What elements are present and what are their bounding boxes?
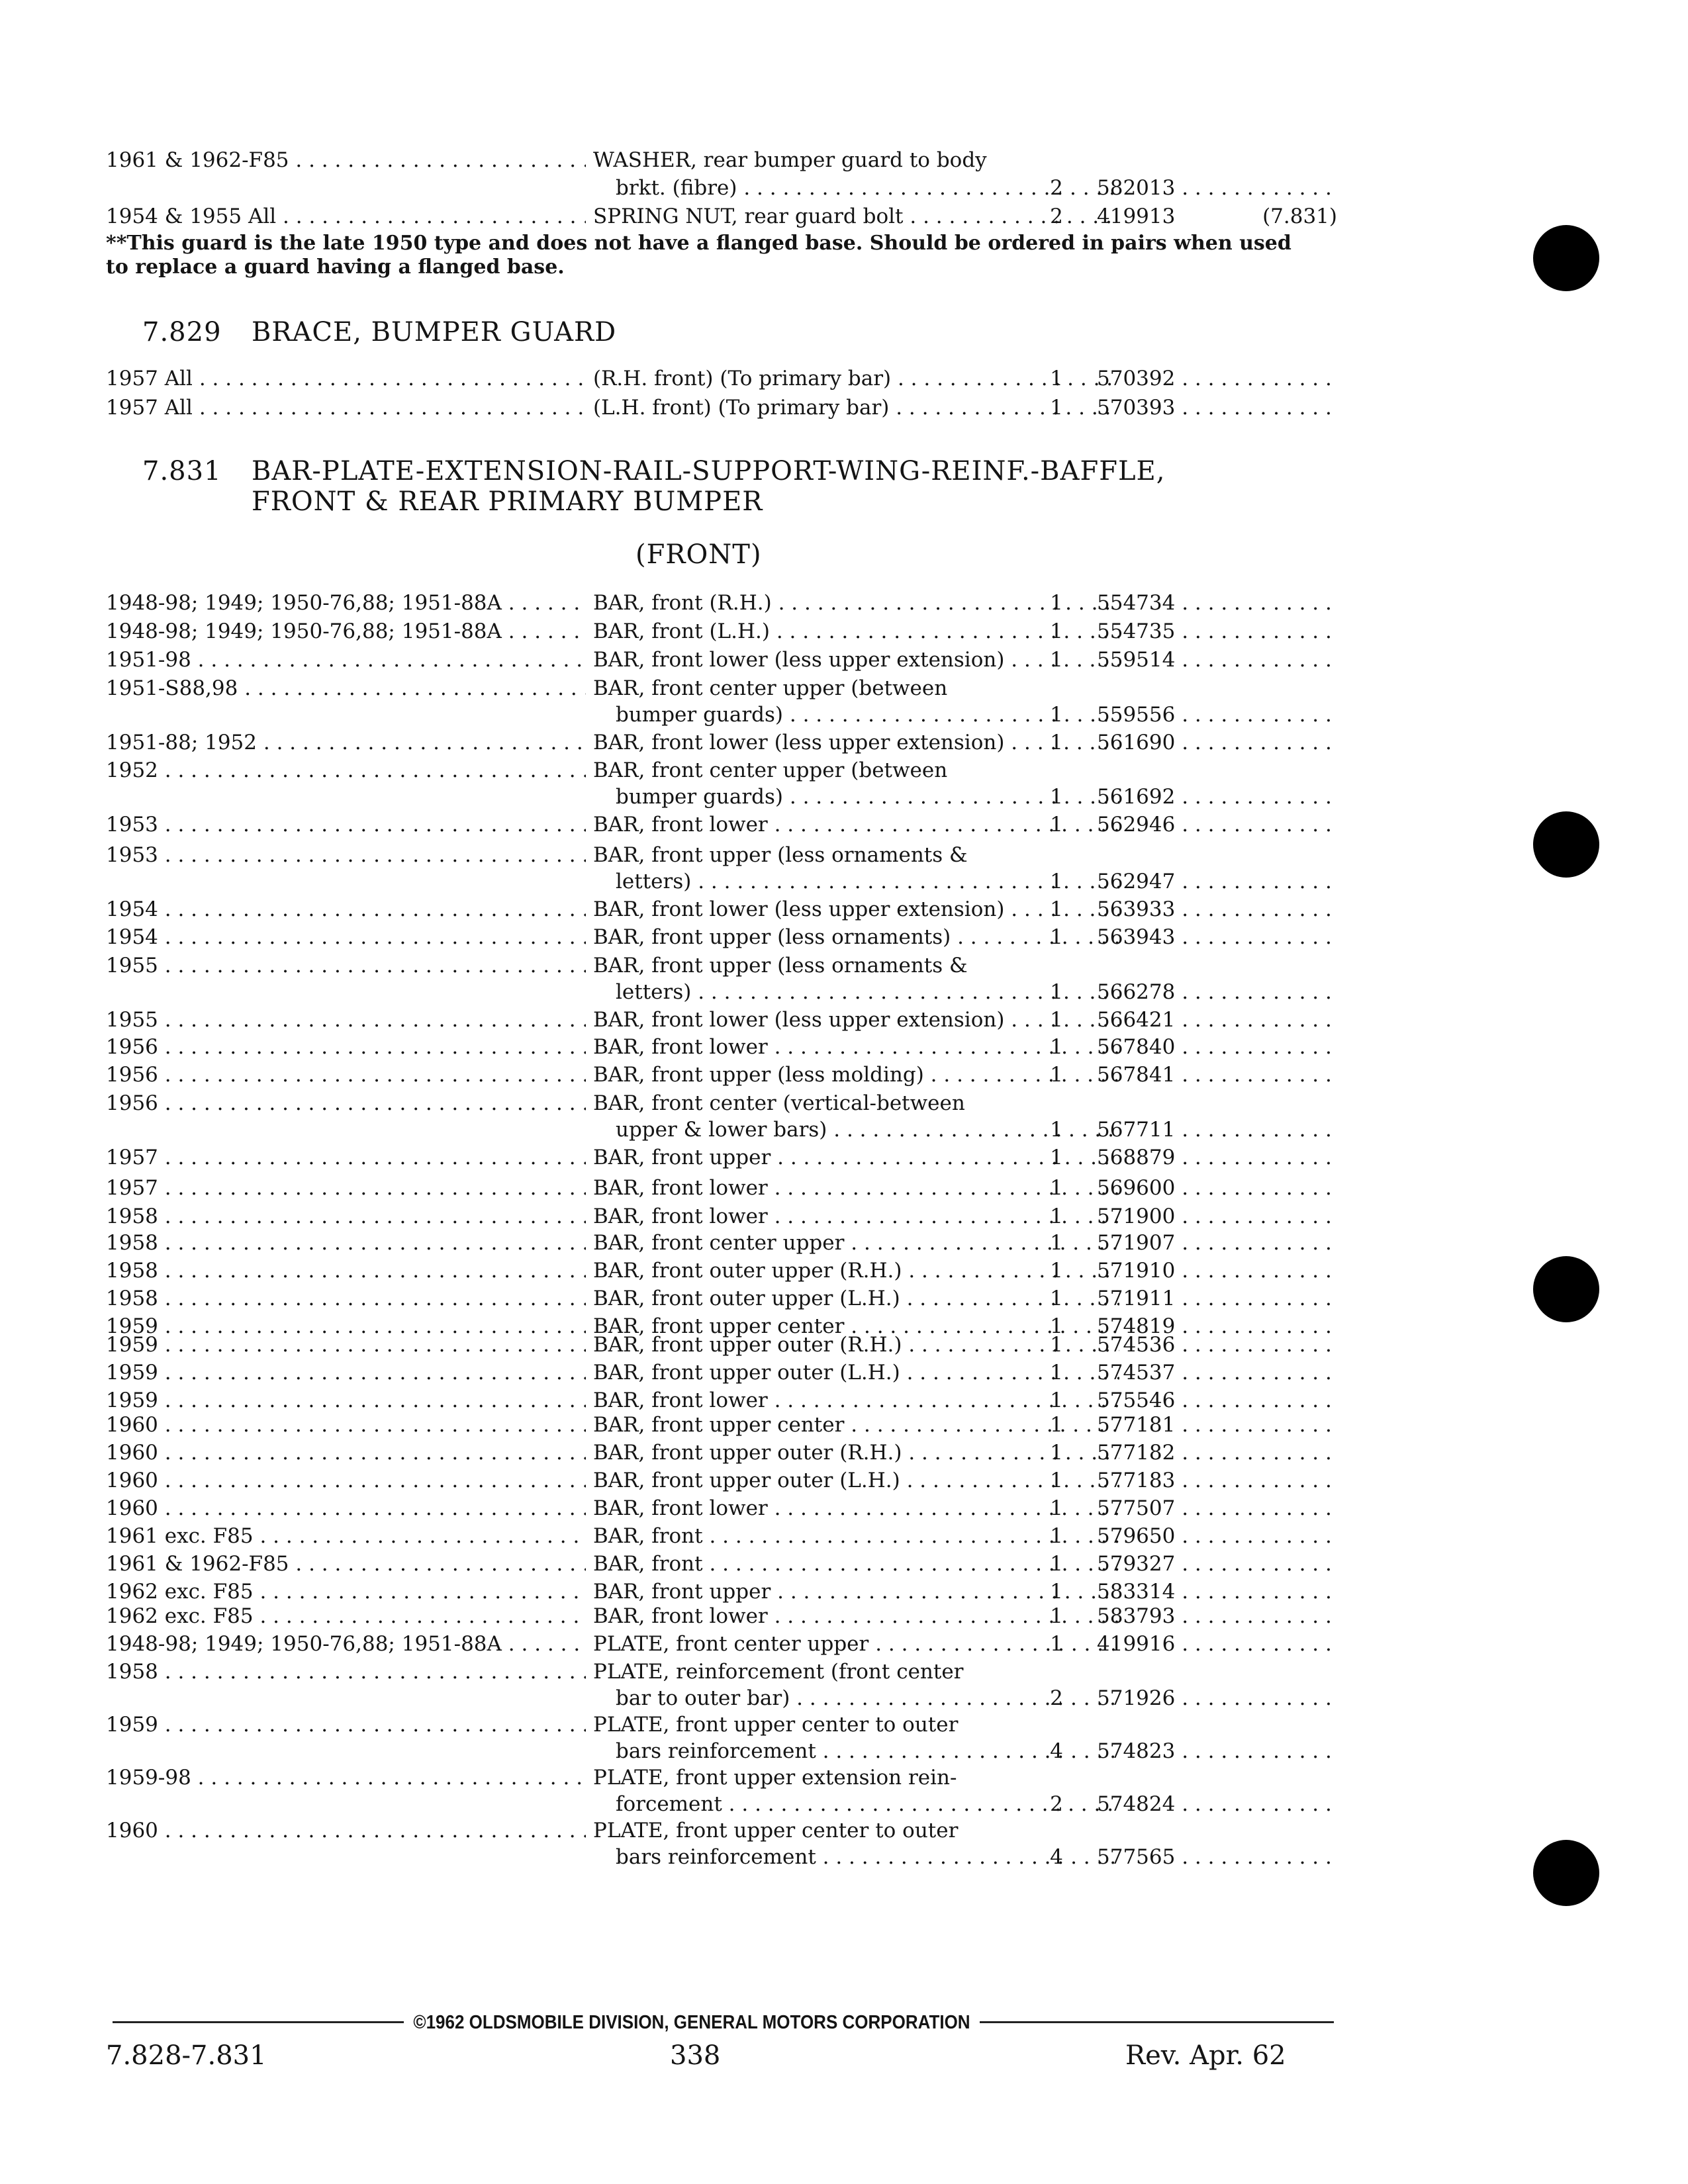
part-description: BAR, front lower . . . bbox=[593, 811, 1119, 838]
front-subheading: (FRONT) bbox=[635, 539, 762, 570]
quantity: 1 bbox=[1050, 1259, 1063, 1283]
part-description: BAR, front lower . . . bbox=[593, 1603, 1119, 1629]
part-number: 574824 . . . bbox=[1097, 1791, 1337, 1817]
quantity: 1 bbox=[1050, 785, 1063, 809]
copyright-notice: ©1962 OLDSMOBILE DIVISION, GENERAL MOTORS CORPORATION bbox=[404, 2011, 980, 2033]
quantity: 1 bbox=[1050, 1146, 1063, 1169]
table-row bbox=[106, 175, 1337, 204]
part-number: 577565 . . . bbox=[1097, 1844, 1337, 1870]
model-years: 1952 . . . bbox=[106, 757, 586, 784]
footnote-line-2: to replace a guard having a flanged base. bbox=[106, 255, 565, 279]
table-row bbox=[106, 1090, 1337, 1119]
quantity: 1 bbox=[1050, 1496, 1063, 1520]
table-row bbox=[106, 1659, 1337, 1688]
table-row bbox=[106, 1603, 1337, 1632]
part-description: BAR, front upper outer (R.H.) . . . bbox=[593, 1439, 1119, 1466]
part-number: 561692 . . . bbox=[1097, 784, 1337, 810]
part-description: BAR, front center upper (between bbox=[593, 676, 948, 700]
table-row bbox=[106, 1439, 1337, 1469]
part-number: 579327 . . . bbox=[1097, 1551, 1337, 1577]
table-row bbox=[106, 1631, 1337, 1660]
model-years: 1961 & 1962-F85 . . . bbox=[106, 1551, 586, 1577]
table-row bbox=[106, 868, 1337, 897]
table-row bbox=[106, 842, 1337, 871]
quantity: 2 bbox=[1050, 205, 1063, 228]
table-row bbox=[106, 675, 1337, 704]
model-years: 1953 . . . bbox=[106, 811, 586, 838]
quantity: 1 bbox=[1050, 1333, 1063, 1357]
part-number: 574537 . . . bbox=[1097, 1359, 1337, 1386]
section-title-7831-line-1: BAR-PLATE-EXTENSION-RAIL-SUPPORT-WING-REINF.-BAFFLE, bbox=[252, 456, 1166, 486]
quantity: 4 bbox=[1050, 1739, 1063, 1763]
table-row bbox=[106, 924, 1337, 953]
part-description: BAR, front upper outer (L.H.) . . . bbox=[593, 1359, 1119, 1386]
table-row bbox=[106, 1062, 1337, 1091]
part-number: 562946 . . . bbox=[1097, 811, 1337, 838]
model-years: 1957 . . . bbox=[106, 1175, 586, 1201]
part-description: bumper guards) . . . bbox=[616, 702, 1119, 728]
part-number: 559556 . . . bbox=[1097, 702, 1337, 728]
part-number: 559514 . . . bbox=[1097, 647, 1337, 673]
part-description: (L.H. front) (To primary bar) . . . bbox=[593, 394, 1119, 421]
quantity: 1 bbox=[1050, 1287, 1063, 1310]
table-row bbox=[106, 729, 1337, 758]
quantity: 1 bbox=[1050, 1469, 1063, 1492]
part-number: 570393 . . . bbox=[1097, 394, 1337, 421]
quantity: 1 bbox=[1050, 1580, 1063, 1604]
quantity: 1 bbox=[1050, 1413, 1063, 1437]
part-number: 571900 . . . bbox=[1097, 1203, 1337, 1230]
punch-hole bbox=[1533, 811, 1599, 878]
part-number: 571907 . . . bbox=[1097, 1230, 1337, 1256]
table-row bbox=[106, 365, 1337, 394]
part-description: PLATE, front upper center to outer bbox=[593, 1713, 959, 1737]
table-row bbox=[106, 1764, 1337, 1794]
part-description: BAR, front center upper (between bbox=[593, 758, 948, 782]
model-years: 1956 . . . bbox=[106, 1090, 586, 1116]
part-description: BAR, front upper . . . bbox=[593, 1144, 1119, 1171]
model-years: 1955 . . . bbox=[106, 952, 586, 979]
model-years: 1962 exc. F85 . . . bbox=[106, 1578, 586, 1605]
table-row bbox=[106, 1467, 1337, 1496]
quantity: 1 bbox=[1050, 367, 1063, 390]
part-description: BAR, front upper outer (L.H.) . . . bbox=[593, 1467, 1119, 1494]
part-description: brkt. (fibre) . . . bbox=[616, 175, 1119, 201]
model-years: 1954 . . . bbox=[106, 924, 586, 950]
table-row bbox=[106, 784, 1337, 813]
quantity: 1 bbox=[1050, 870, 1063, 893]
part-number: 563943 . . . bbox=[1097, 924, 1337, 950]
model-years: 1959 . . . bbox=[106, 1359, 586, 1386]
model-years: 1957 All . . . bbox=[106, 365, 586, 392]
table-row bbox=[106, 1285, 1337, 1314]
part-number: 571910 . . . bbox=[1097, 1257, 1337, 1284]
part-description: WASHER, rear bumper guard to body bbox=[593, 148, 987, 172]
table-row bbox=[106, 979, 1337, 1008]
part-number: 569600 . . . bbox=[1097, 1175, 1337, 1201]
quantity: 1 bbox=[1050, 648, 1063, 672]
part-description: BAR, front lower . . . bbox=[593, 1387, 1119, 1414]
table-row bbox=[106, 811, 1337, 841]
model-years: 1954 . . . bbox=[106, 896, 586, 923]
table-row bbox=[106, 1495, 1337, 1524]
part-number: 583793 . . . bbox=[1097, 1603, 1337, 1629]
model-years: 1957 . . . bbox=[106, 1144, 586, 1171]
part-description: BAR, front upper . . . bbox=[593, 1578, 1119, 1605]
quantity: 1 bbox=[1050, 703, 1063, 727]
part-number: 571926 . . . bbox=[1097, 1685, 1337, 1711]
part-number: 570392 . . . bbox=[1097, 365, 1337, 392]
part-number: 419913 bbox=[1097, 205, 1176, 228]
part-description: bars reinforcement . . . bbox=[616, 1738, 1119, 1764]
part-description: BAR, front outer upper (R.H.) . . . bbox=[593, 1257, 1119, 1284]
quantity: 1 bbox=[1050, 980, 1063, 1004]
part-description: PLATE, reinforcement (front center bbox=[593, 1660, 964, 1684]
table-row bbox=[106, 647, 1337, 676]
quantity: 1 bbox=[1050, 591, 1063, 615]
part-number: 575546 . . . bbox=[1097, 1387, 1337, 1414]
part-description: BAR, front lower . . . bbox=[593, 1203, 1119, 1230]
table-row bbox=[106, 1175, 1337, 1204]
model-years: 1961 exc. F85 . . . bbox=[106, 1523, 586, 1549]
part-number: 566421 . . . bbox=[1097, 1007, 1337, 1033]
punch-hole bbox=[1533, 225, 1599, 291]
section-number-7829: 7.829 bbox=[142, 317, 222, 347]
part-description: (R.H. front) (To primary bar) . . . bbox=[593, 365, 1119, 392]
quantity: 1 bbox=[1050, 1524, 1063, 1548]
part-number: 577181 . . . bbox=[1097, 1412, 1337, 1438]
part-number: 567711 . . . bbox=[1097, 1116, 1337, 1143]
part-description: BAR, front lower (less upper extension) . . . bbox=[593, 647, 1119, 673]
part-description: letters) . . . bbox=[616, 868, 1119, 895]
part-description: SPRING NUT, rear guard bolt . . . bbox=[593, 203, 1119, 230]
table-row bbox=[106, 1738, 1337, 1767]
quantity: 1 bbox=[1050, 1063, 1063, 1087]
model-years: 1960 . . . bbox=[106, 1412, 586, 1438]
part-description: BAR, front center (vertical-between bbox=[593, 1091, 965, 1115]
table-row bbox=[106, 896, 1337, 925]
part-description: BAR, front upper (less ornaments & bbox=[593, 843, 968, 867]
part-description: BAR, front center upper . . . bbox=[593, 1230, 1119, 1256]
part-number: 577507 . . . bbox=[1097, 1495, 1337, 1522]
quantity: 1 bbox=[1050, 619, 1063, 643]
part-number: 577182 . . . bbox=[1097, 1439, 1337, 1466]
model-years: 1956 . . . bbox=[106, 1062, 586, 1088]
part-description: BAR, front upper outer (R.H.) . . . bbox=[593, 1332, 1119, 1358]
quantity: 1 bbox=[1050, 1008, 1063, 1032]
quantity: 1 bbox=[1050, 1441, 1063, 1465]
part-number: 574536 . . . bbox=[1097, 1332, 1337, 1358]
model-years: 1958 . . . bbox=[106, 1203, 586, 1230]
model-years: 1948-98; 1949; 1950-76,88; 1951-88A . . . bbox=[106, 590, 586, 616]
quantity: 1 bbox=[1050, 925, 1063, 949]
table-row bbox=[106, 1791, 1337, 1820]
part-number: 419916 . . . bbox=[1097, 1631, 1337, 1657]
table-row bbox=[106, 1551, 1337, 1580]
part-description: BAR, front lower . . . bbox=[593, 1034, 1119, 1060]
model-years: 1959 . . . bbox=[106, 1711, 586, 1738]
model-years: 1961 & 1962-F85 . . . bbox=[106, 147, 586, 173]
part-description: BAR, front lower . . . bbox=[593, 1495, 1119, 1522]
table-row bbox=[106, 1412, 1337, 1441]
table-row bbox=[106, 1034, 1337, 1063]
quantity: 1 bbox=[1050, 1035, 1063, 1059]
quantity: 1 bbox=[1050, 1552, 1063, 1576]
part-description: BAR, front lower (less upper extension) . . . bbox=[593, 729, 1119, 756]
model-years: 1958 . . . bbox=[106, 1257, 586, 1284]
part-number: 582013 . . . bbox=[1097, 175, 1337, 201]
part-description: bumper guards) . . . bbox=[616, 784, 1119, 810]
model-years: 1959-98 . . . bbox=[106, 1764, 586, 1791]
table-row bbox=[106, 147, 1337, 176]
table-row bbox=[106, 952, 1337, 981]
part-number: 562947 . . . bbox=[1097, 868, 1337, 895]
part-number: 554734 . . . bbox=[1097, 590, 1337, 616]
part-description: BAR, front lower (less upper extension) . . . bbox=[593, 1007, 1119, 1033]
part-number: 583314 . . . bbox=[1097, 1578, 1337, 1605]
quantity: 2 bbox=[1050, 1792, 1063, 1816]
table-row bbox=[106, 1359, 1337, 1388]
table-row bbox=[106, 1711, 1337, 1741]
quantity: 1 bbox=[1050, 1231, 1063, 1255]
part-number: 577183 . . . bbox=[1097, 1467, 1337, 1494]
punch-hole bbox=[1533, 1256, 1599, 1322]
punch-hole bbox=[1533, 1840, 1599, 1906]
part-number: 579650 . . . bbox=[1097, 1523, 1337, 1549]
part-description: upper & lower bars) . . . bbox=[616, 1116, 1119, 1143]
model-years: 1958 . . . bbox=[106, 1659, 586, 1685]
quantity: 1 bbox=[1050, 897, 1063, 921]
table-row bbox=[106, 618, 1337, 647]
part-description: BAR, front upper (less ornaments) . . . bbox=[593, 924, 1119, 950]
part-description: BAR, front (L.H.) . . . bbox=[593, 618, 1119, 645]
model-years: 1959 . . . bbox=[106, 1387, 586, 1414]
model-years: 1948-98; 1949; 1950-76,88; 1951-88A . . . bbox=[106, 1631, 586, 1657]
table-row bbox=[106, 590, 1337, 619]
section-range: 7.828-7.831 bbox=[106, 2040, 267, 2071]
model-years: 1960 . . . bbox=[106, 1495, 586, 1522]
table-row bbox=[106, 1116, 1337, 1146]
part-number: 574819 . . . bbox=[1097, 1313, 1337, 1340]
part-description: bar to outer bar) . . . bbox=[616, 1685, 1119, 1711]
model-years: 1960 . . . bbox=[106, 1467, 586, 1494]
part-number: 568879 . . . bbox=[1097, 1144, 1337, 1171]
quantity: 1 bbox=[1050, 1388, 1063, 1412]
model-years: 1959 . . . bbox=[106, 1313, 586, 1340]
part-number: 563933 . . . bbox=[1097, 896, 1337, 923]
table-row bbox=[106, 1144, 1337, 1173]
quantity: 1 bbox=[1050, 1361, 1063, 1385]
model-years: 1955 . . . bbox=[106, 1007, 586, 1033]
model-years: 1962 exc. F85 . . . bbox=[106, 1603, 586, 1629]
cross-reference: (7.831) bbox=[1262, 205, 1337, 228]
section-number-7831: 7.831 bbox=[142, 456, 222, 486]
table-row bbox=[106, 1332, 1337, 1361]
part-description: forcement . . . bbox=[616, 1791, 1119, 1817]
quantity: 1 bbox=[1050, 1176, 1063, 1200]
model-years: 1960 . . . bbox=[106, 1817, 586, 1844]
part-description: BAR, front . . . bbox=[593, 1523, 1119, 1549]
table-row bbox=[106, 1257, 1337, 1287]
model-years: 1953 . . . bbox=[106, 842, 586, 868]
section-title-7829: BRACE, BUMPER GUARD bbox=[252, 317, 617, 347]
part-description: BAR, front upper center . . . bbox=[593, 1412, 1119, 1438]
part-number: 561690 . . . bbox=[1097, 729, 1337, 756]
model-years: 1954 & 1955 All . . . bbox=[106, 203, 586, 230]
page-number: 338 bbox=[670, 2040, 721, 2071]
quantity: 1 bbox=[1050, 813, 1063, 837]
model-years: 1958 . . . bbox=[106, 1285, 586, 1312]
part-description: PLATE, front center upper . . . bbox=[593, 1631, 1119, 1657]
model-years: 1951-S88,98 . . . bbox=[106, 675, 586, 702]
table-row bbox=[106, 203, 1337, 232]
table-row bbox=[106, 1817, 1337, 1846]
quantity: 2 bbox=[1050, 176, 1063, 200]
quantity: 4 bbox=[1050, 1845, 1063, 1869]
model-years: 1951-88; 1952 . . . bbox=[106, 729, 586, 756]
quantity: 1 bbox=[1050, 1604, 1063, 1628]
part-description: BAR, front outer upper (L.H.) . . . bbox=[593, 1285, 1119, 1312]
part-number: 574823 . . . bbox=[1097, 1738, 1337, 1764]
part-number: 554735 . . . bbox=[1097, 618, 1337, 645]
model-years: 1956 . . . bbox=[106, 1034, 586, 1060]
part-number: 567840 . . . bbox=[1097, 1034, 1337, 1060]
quantity: 1 bbox=[1050, 1205, 1063, 1228]
table-row bbox=[106, 1007, 1337, 1036]
part-description: PLATE, front upper center to outer bbox=[593, 1819, 959, 1843]
part-description: BAR, front (R.H.) . . . bbox=[593, 590, 1119, 616]
quantity: 1 bbox=[1050, 1118, 1063, 1142]
model-years: 1958 . . . bbox=[106, 1230, 586, 1256]
part-description: bars reinforcement . . . bbox=[616, 1844, 1119, 1870]
table-row bbox=[106, 1203, 1337, 1232]
revision-date: Rev. Apr. 62 bbox=[1125, 2040, 1286, 2071]
model-years: 1957 All . . . bbox=[106, 394, 586, 421]
model-years: 1960 . . . bbox=[106, 1439, 586, 1466]
part-description: letters) . . . bbox=[616, 979, 1119, 1005]
table-row bbox=[106, 1230, 1337, 1259]
part-description: BAR, front upper (less ornaments & bbox=[593, 954, 968, 978]
section-title-7831-line-2: FRONT & REAR PRIMARY BUMPER bbox=[252, 486, 763, 517]
table-row bbox=[106, 394, 1337, 424]
quantity: 1 bbox=[1050, 1314, 1063, 1338]
part-description: BAR, front lower . . . bbox=[593, 1175, 1119, 1201]
table-row bbox=[106, 1844, 1337, 1873]
model-years: 1948-98; 1949; 1950-76,88; 1951-88A . . . bbox=[106, 618, 586, 645]
table-row bbox=[106, 757, 1337, 786]
part-description: PLATE, front upper extension rein- bbox=[593, 1766, 957, 1790]
quantity: 1 bbox=[1050, 731, 1063, 754]
quantity: 1 bbox=[1050, 396, 1063, 420]
model-years: 1959 . . . bbox=[106, 1332, 586, 1358]
quantity: 1 bbox=[1050, 1632, 1063, 1656]
table-row bbox=[106, 1685, 1337, 1714]
part-number: 566278 . . . bbox=[1097, 979, 1337, 1005]
part-description: BAR, front upper (less molding) . . . bbox=[593, 1062, 1119, 1088]
table-row bbox=[106, 1523, 1337, 1552]
part-description: BAR, front upper center . . . bbox=[593, 1313, 1119, 1340]
footnote-line-1: **This guard is the late 1950 type and does not have a flanged base. Should be ordered in pairs when used bbox=[106, 232, 1291, 255]
quantity: 2 bbox=[1050, 1686, 1063, 1710]
part-description: BAR, front lower (less upper extension) . . . bbox=[593, 896, 1119, 923]
part-number: 571911 . . . bbox=[1097, 1285, 1337, 1312]
table-row bbox=[106, 702, 1337, 731]
model-years: 1951-98 . . . bbox=[106, 647, 586, 673]
part-number: 567841 . . . bbox=[1097, 1062, 1337, 1088]
part-description: BAR, front . . . bbox=[593, 1551, 1119, 1577]
